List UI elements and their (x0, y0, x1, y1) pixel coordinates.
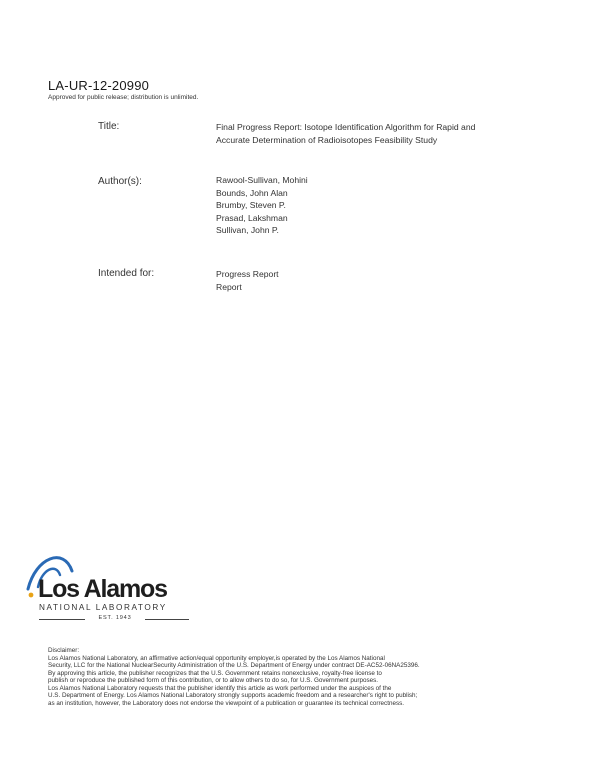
disclaimer (48, 647, 588, 707)
disclaimer-line: publish or reproduce the published form of this contribution, or to allow others to do so, for U.S. Government purposes. (48, 677, 379, 684)
author-name: Rawool-Sullivan, Mohini (216, 175, 308, 185)
logo-established-row (39, 615, 189, 625)
title-line: Accurate Determination of Radioisotopes Feasibility Study (216, 134, 438, 145)
intended-for-line: Progress Report (216, 269, 279, 279)
logo-rule-left (39, 619, 85, 620)
disclaimer-line: By approving this article, the publisher recognizes that the U.S. Government retains nonexclusive, royalty-free license to (48, 669, 382, 677)
disclaimer-line: as an institution, however, the Laboratory does not endorse the viewpoint of a publication or guarantee its technical correctness. (48, 699, 404, 707)
logo-dot (29, 593, 34, 598)
author-name: Brumby, Steven P. (216, 200, 286, 211)
disclaimer-line: Security, LLC for the National NuclearSecurity Administration of the U.S. Department of Energy under contract DE-AC52-06NA25396. (48, 662, 420, 669)
lanl-logo (18, 547, 188, 627)
authors-label: Author(s): (98, 176, 142, 187)
authors-list (216, 174, 308, 237)
logo-subtitle: NATIONAL LABORATORY (39, 603, 167, 612)
logo-rule-right (145, 619, 189, 620)
disclaimer-line: U.S. Department of Energy. Los Alamos National Laboratory strongly supports academic freedom and a researcher's right to publish; (48, 692, 418, 699)
intended-for-label: Intended for: (98, 268, 155, 279)
logo-name: Los Alamos (38, 575, 167, 603)
author-name: Sullivan, John P. (216, 225, 279, 236)
intended-for-value (216, 268, 279, 293)
release-note: Approved for public release; distribution is unlimited. (48, 94, 199, 101)
author-name: Prasad, Lakshman (216, 212, 288, 223)
disclaimer-heading: Disclaimer: (48, 647, 80, 654)
title-label: Title: (98, 121, 120, 132)
author-name: Bounds, John Alan (216, 187, 288, 198)
intended-for-line: Report (216, 281, 242, 292)
title-line: Final Progress Report: Isotope Identification Algorithm for Rapid and (216, 122, 476, 132)
report-number: LA-UR-12-20990 (48, 78, 150, 93)
disclaimer-line: Los Alamos National Laboratory requests that the publisher identify this article as work performed under the auspices of the (48, 684, 392, 692)
logo-established: EST. 1943 (98, 615, 132, 621)
title-value (216, 121, 475, 146)
disclaimer-line: Los Alamos National Laboratory, an affirmative action/equal opportunity employer,is operated by the Los Alamos National (48, 654, 385, 662)
